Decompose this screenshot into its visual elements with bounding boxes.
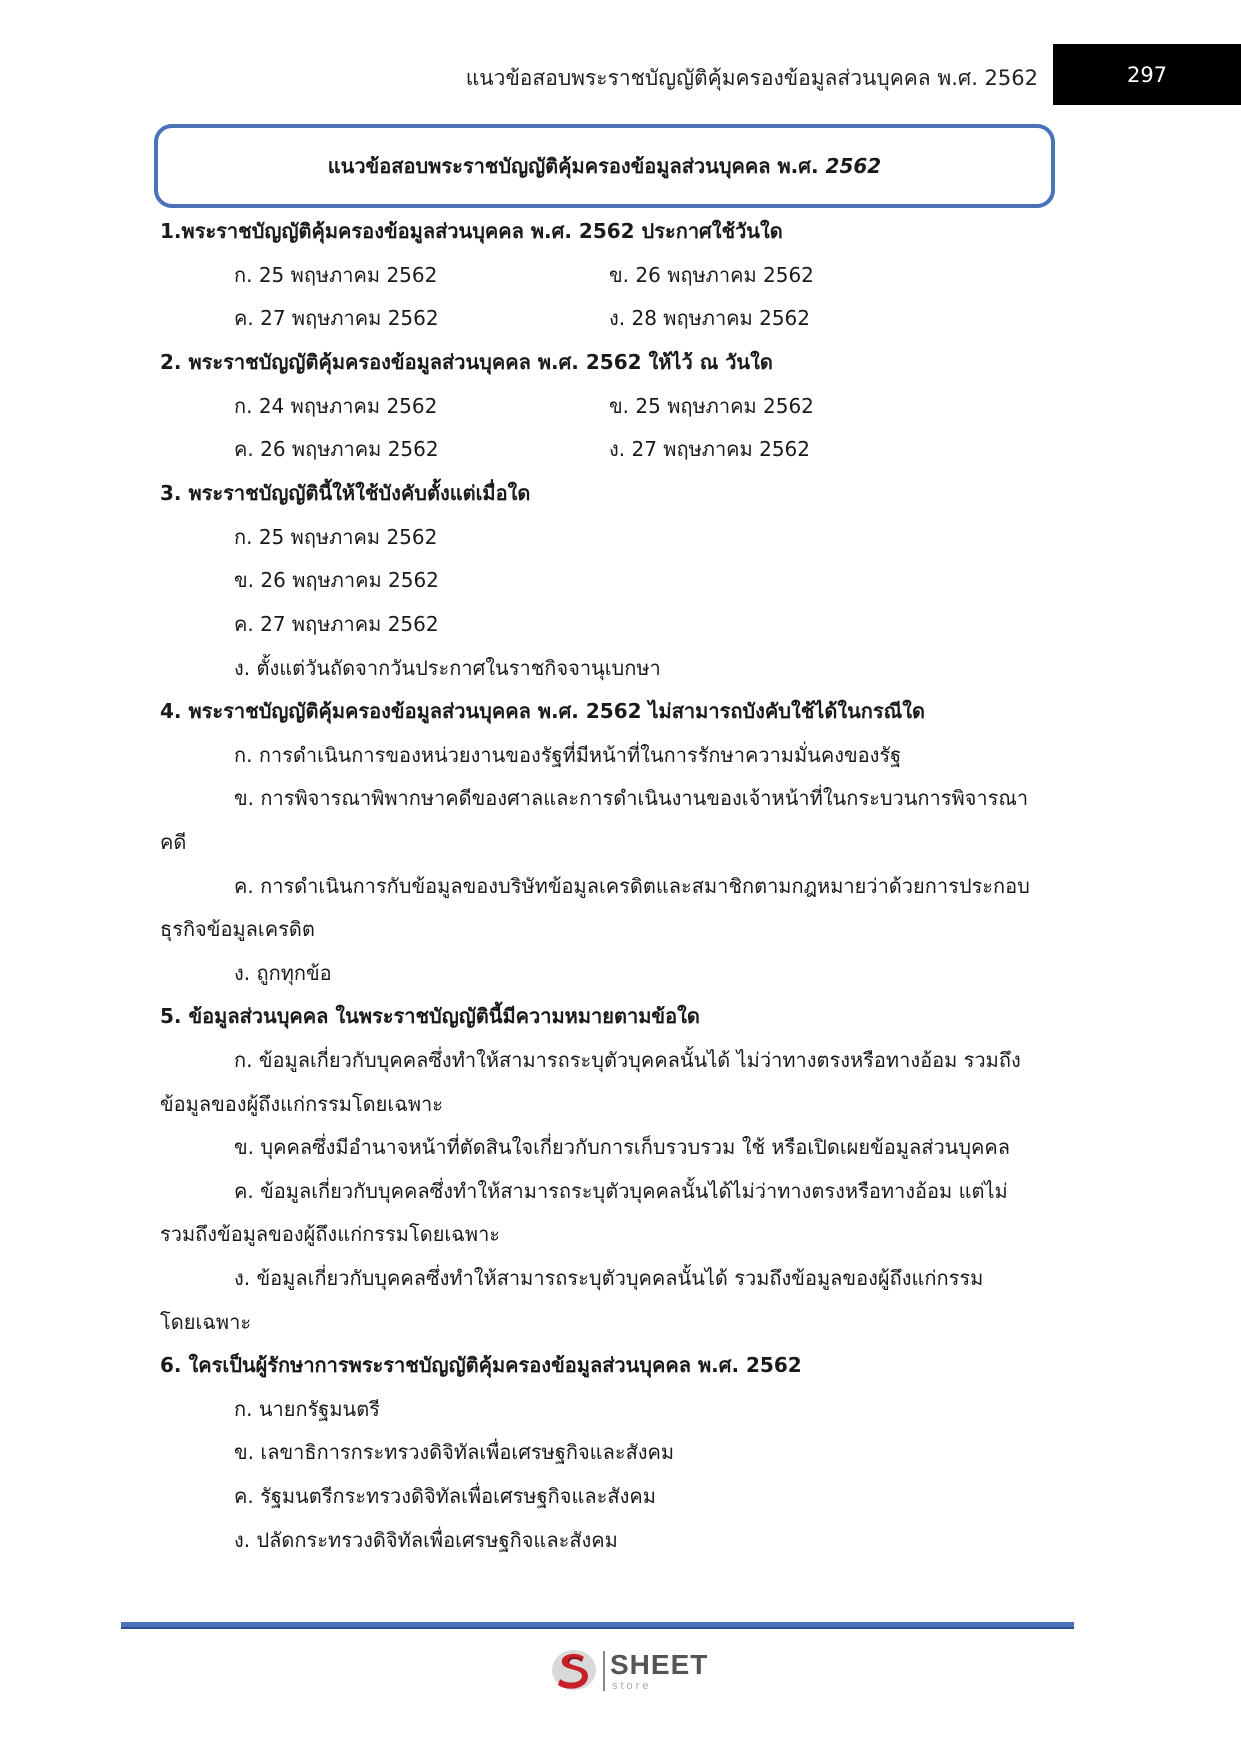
footer-divider (121, 1622, 1074, 1629)
title-year: 2562 (825, 154, 882, 178)
logo-divider (603, 1651, 605, 1691)
question-2: 2. พระราชบัญญัติคุ้มครองข้อมูลส่วนบุคคล พ.ศ. 2562 ให้ไว้ ณ วันใด (160, 350, 773, 374)
title-text: แนวข้อสอบพระราชบัญญัติคุ้มครองข้อมูลส่วนบุคคล พ.ศ. (327, 154, 819, 178)
q1-option-c: ค. 27 พฤษภาคม 2562 (234, 306, 439, 330)
q1-option-b: ข. 26 พฤษภาคม 2562 (609, 263, 814, 287)
s-logo-icon (548, 1645, 600, 1695)
title-box (154, 124, 1055, 208)
q4-option-b: ข. การพิจารณาพิพากษาคดีของศาลและการดำเนินงานของเจ้าหน้าที่ในกระบวนการพิจารณา (234, 786, 1029, 810)
q6-option-a: ก. นายกรัฐมนตรี (234, 1397, 380, 1421)
running-header: แนวข้อสอบพระราชบัญญัติคุ้มครองข้อมูลส่วนบุคคล พ.ศ. 2562 (465, 66, 1038, 90)
logo-subtext: store (612, 1680, 652, 1692)
q5-option-b: ข. บุคคลซึ่งมีอำนาจหน้าที่ตัดสินใจเกี่ยวกับการเก็บรวบรวม ใช้ หรือเปิดเผยข้อมูลส่วนบุคคล (234, 1135, 1011, 1159)
q1-option-d: ง. 28 พฤษภาคม 2562 (609, 306, 810, 330)
q4-option-b-cont: คดี (160, 830, 187, 854)
q5-option-a: ก. ข้อมูลเกี่ยวกับบุคคลซึ่งทำให้สามารถระบุตัวบุคคลนั้นได้ ไม่ว่าทางตรงหรือทางอ้อม รวมถึง (234, 1048, 1021, 1072)
q3-option-c: ค. 27 พฤษภาคม 2562 (234, 612, 439, 636)
question-4: 4. พระราชบัญญัติคุ้มครองข้อมูลส่วนบุคคล พ.ศ. 2562 ไม่สามารถบังคับใช้ได้ในกรณีใด (160, 699, 925, 723)
q4-option-d: ง. ถูกทุกข้อ (234, 961, 332, 985)
logo-text: SHEET (610, 1649, 709, 1680)
q2-option-b: ข. 25 พฤษภาคม 2562 (609, 394, 814, 418)
q6-option-b: ข. เลขาธิการกระทรวงดิจิทัลเพื่อเศรษฐกิจและสังคม (234, 1440, 675, 1464)
q3-option-b: ข. 26 พฤษภาคม 2562 (234, 568, 439, 592)
q5-option-d-cont: โดยเฉพาะ (160, 1310, 252, 1334)
q3-option-d: ง. ตั้งแต่วันถัดจากวันประกาศในราชกิจจานุเบกษา (234, 656, 661, 680)
question-3: 3. พระราชบัญญัตินี้ให้ใช้บังคับตั้งแต่เมื่อใด (160, 481, 531, 505)
q2-option-a: ก. 24 พฤษภาคม 2562 (234, 394, 438, 418)
sheet-store-logo (548, 1645, 718, 1695)
question-6: 6. ใครเป็นผู้รักษาการพระราชบัญญัติคุ้มครองข้อมูลส่วนบุคคล พ.ศ. 2562 (160, 1353, 802, 1377)
question-5: 5. ข้อมูลส่วนบุคคล ในพระราชบัญญัตินี้มีความหมายตามข้อใด (160, 1004, 700, 1028)
q3-option-a: ก. 25 พฤษภาคม 2562 (234, 525, 438, 549)
q4-option-c-cont: ธุรกิจข้อมูลเครดิต (160, 917, 315, 941)
q5-option-c-cont: รวมถึงข้อมูลของผู้ถึงแก่กรรมโดยเฉพาะ (160, 1222, 501, 1246)
q6-option-c: ค. รัฐมนตรีกระทรวงดิจิทัลเพื่อเศรษฐกิจและสังคม (234, 1484, 656, 1508)
question-1: 1.พระราชบัญญัติคุ้มครองข้อมูลส่วนบุคคล พ.ศ. 2562 ประกาศใช้วันใด (160, 219, 783, 243)
q4-option-a: ก. การดำเนินการของหน่วยงานของรัฐที่มีหน้าที่ในการรักษาความมั่นคงของรัฐ (234, 743, 902, 767)
q2-option-d: ง. 27 พฤษภาคม 2562 (609, 437, 810, 461)
q4-option-c: ค. การดำเนินการกับข้อมูลของบริษัทข้อมูลเครดิตและสมาชิกตามกฎหมายว่าด้วยการประกอบ (234, 874, 1030, 898)
q5-option-c: ค. ข้อมูลเกี่ยวกับบุคคลซึ่งทำให้สามารถระบุตัวบุคคลนั้นได้ไม่ว่าทางตรงหรือทางอ้อม แต่ไม่ (234, 1179, 1008, 1203)
q5-option-a-cont: ข้อมูลของผู้ถึงแก่กรรมโดยเฉพาะ (160, 1092, 444, 1116)
q5-option-d: ง. ข้อมูลเกี่ยวกับบุคคลซึ่งทำให้สามารถระบุตัวบุคคลนั้นได้ รวมถึงข้อมูลของผู้ถึงแก่กรรม (234, 1266, 984, 1290)
q1-option-a: ก. 25 พฤษภาคม 2562 (234, 263, 438, 287)
q2-option-c: ค. 26 พฤษภาคม 2562 (234, 437, 439, 461)
page-number: 297 (1053, 44, 1241, 105)
q6-option-d: ง. ปลัดกระทรวงดิจิทัลเพื่อเศรษฐกิจและสังคม (234, 1528, 618, 1552)
